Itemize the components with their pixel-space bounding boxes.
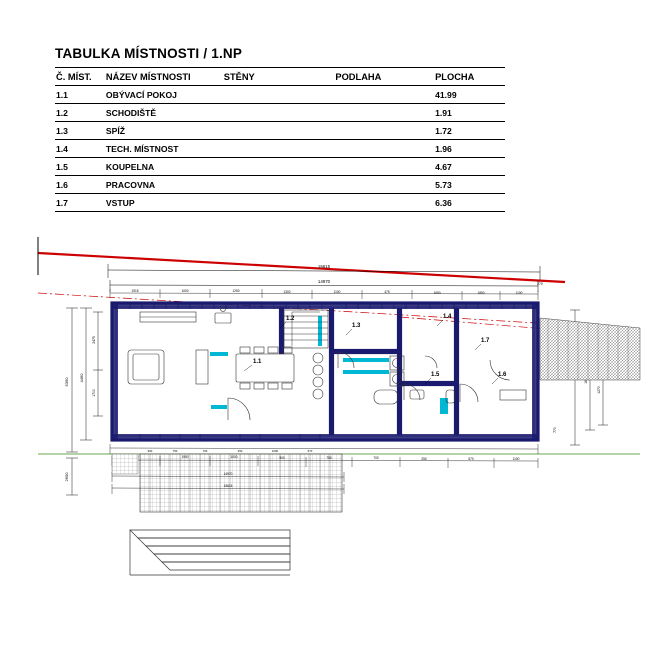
svg-text:475: 475 — [384, 290, 390, 294]
cell-floor — [335, 140, 435, 158]
cell-name: SCHODIŠTĚ — [106, 104, 224, 122]
doors — [228, 352, 510, 420]
table-row — [55, 158, 505, 176]
floor-plan-drawing — [0, 230, 660, 650]
svg-text:14970: 14970 — [223, 472, 233, 476]
svg-text:1000: 1000 — [230, 455, 238, 459]
left-ground-hatch — [112, 454, 138, 474]
table-row — [55, 140, 505, 158]
cell-area: 41.99 — [435, 86, 505, 104]
room-tags — [253, 314, 507, 378]
cell-number: 1.5 — [55, 158, 106, 176]
dimension-top-values — [131, 289, 522, 295]
svg-text:1100: 1100 — [515, 291, 523, 295]
house-walls — [112, 303, 538, 440]
dim-left-bottom: 2600 — [64, 472, 69, 482]
cell-walls — [224, 194, 336, 212]
svg-text:700: 700 — [202, 449, 208, 453]
cell-walls — [224, 158, 336, 176]
dim-top-overall: 15615 — [317, 264, 331, 269]
table-header-row — [55, 68, 505, 86]
dimension-top-chain — [110, 289, 538, 300]
table-header — [55, 68, 505, 86]
cell-floor — [335, 122, 435, 140]
room-tag-1-6: 1.6 — [498, 372, 507, 378]
cell-name: PRACOVNA — [106, 176, 224, 194]
room-tag-1-1: 1.1 — [253, 359, 262, 365]
cell-name: SPÍŽ — [106, 122, 224, 140]
cell-area: 4.67 — [435, 158, 505, 176]
svg-text:1950: 1950 — [181, 455, 189, 459]
svg-text:1000: 1000 — [181, 289, 189, 293]
room-tag-1-4: 1.4 — [443, 314, 452, 320]
table-row — [55, 122, 505, 140]
svg-text:1300: 1300 — [283, 290, 291, 294]
room-table — [55, 67, 505, 212]
svg-text:250: 250 — [421, 457, 427, 461]
header-floor: PODLAHA — [335, 68, 435, 86]
table-row — [55, 104, 505, 122]
header-name: NÁZEV MÍSTNOSTI — [106, 68, 224, 86]
svg-text:900: 900 — [147, 449, 153, 453]
svg-text:570: 570 — [307, 449, 313, 453]
svg-text:1250: 1250 — [232, 289, 240, 293]
cell-number: 1.7 — [55, 194, 106, 212]
cell-area: 6.36 — [435, 194, 505, 212]
cell-walls — [224, 86, 336, 104]
dim-left-total: 5390 — [64, 377, 69, 387]
terrace — [140, 454, 342, 512]
table-body — [55, 86, 505, 212]
cell-name: OBÝVACÍ POKOJ — [106, 86, 224, 104]
cell-walls — [224, 122, 336, 140]
cell-name: KOUPELNA — [106, 158, 224, 176]
svg-text:900: 900 — [279, 456, 285, 460]
cell-number: 1.2 — [55, 104, 106, 122]
cell-name: TECH. MÍSTNOST — [106, 140, 224, 158]
dim-left-small2: 1700 — [92, 389, 96, 397]
room-tag-1-5: 1.5 — [431, 372, 440, 378]
cell-floor — [335, 176, 435, 194]
svg-text:1850: 1850 — [477, 291, 485, 295]
svg-text:1915: 1915 — [131, 289, 139, 293]
table-row — [55, 194, 505, 212]
cell-floor — [335, 158, 435, 176]
cell-floor — [335, 86, 435, 104]
cell-number: 1.4 — [55, 140, 106, 158]
garden-stairs — [130, 530, 290, 575]
table-row — [55, 86, 505, 104]
room-schedule — [55, 46, 505, 212]
dim-top-inner: 14970 — [317, 279, 331, 284]
cell-area: 5.73 — [435, 176, 505, 194]
svg-text:570: 570 — [468, 457, 474, 461]
table-title: TABULKA MÍSTNOSTI / 1.NP — [55, 46, 243, 61]
svg-text:270: 270 — [537, 282, 543, 286]
cell-name: VSTUP — [106, 194, 224, 212]
cell-area: 1.91 — [435, 104, 505, 122]
svg-text:750: 750 — [326, 456, 332, 460]
room-tag-1-3: 1.3 — [352, 323, 361, 329]
room-tag-1-2: 1.2 — [286, 316, 295, 322]
svg-text:15615: 15615 — [223, 484, 233, 488]
svg-text:770: 770 — [553, 427, 557, 433]
cell-area: 1.96 — [435, 140, 505, 158]
svg-text:250: 250 — [237, 449, 243, 453]
table-row — [55, 176, 505, 194]
room-tag-1-7: 1.7 — [481, 338, 490, 344]
svg-text:750: 750 — [172, 449, 178, 453]
cell-number: 1.3 — [55, 122, 106, 140]
dimension-left — [66, 308, 103, 452]
terrace-dimensions — [148, 449, 313, 453]
right-hatched-area — [540, 318, 640, 380]
cell-walls — [224, 176, 336, 194]
cell-number: 1.6 — [55, 176, 106, 194]
header-area: PLOCHA — [435, 68, 505, 86]
svg-text:1000: 1000 — [271, 449, 279, 453]
svg-text:1650: 1650 — [433, 291, 441, 295]
svg-text:1100: 1100 — [333, 290, 341, 294]
svg-text:1100: 1100 — [512, 457, 520, 461]
dim-left-small: 2475 — [92, 336, 96, 344]
cell-number: 1.1 — [55, 86, 106, 104]
fixtures — [374, 356, 526, 404]
cell-walls — [224, 104, 336, 122]
cell-floor — [335, 194, 435, 212]
svg-text:700: 700 — [373, 456, 379, 460]
header-number: Č. MÍST. — [55, 68, 106, 86]
svg-text:1270: 1270 — [597, 386, 601, 394]
cell-walls — [224, 140, 336, 158]
cell-floor — [335, 104, 435, 122]
cell-area: 1.72 — [435, 122, 505, 140]
header-walls: STĚNY — [224, 68, 336, 86]
dim-left-inner: 4460 — [79, 373, 84, 383]
